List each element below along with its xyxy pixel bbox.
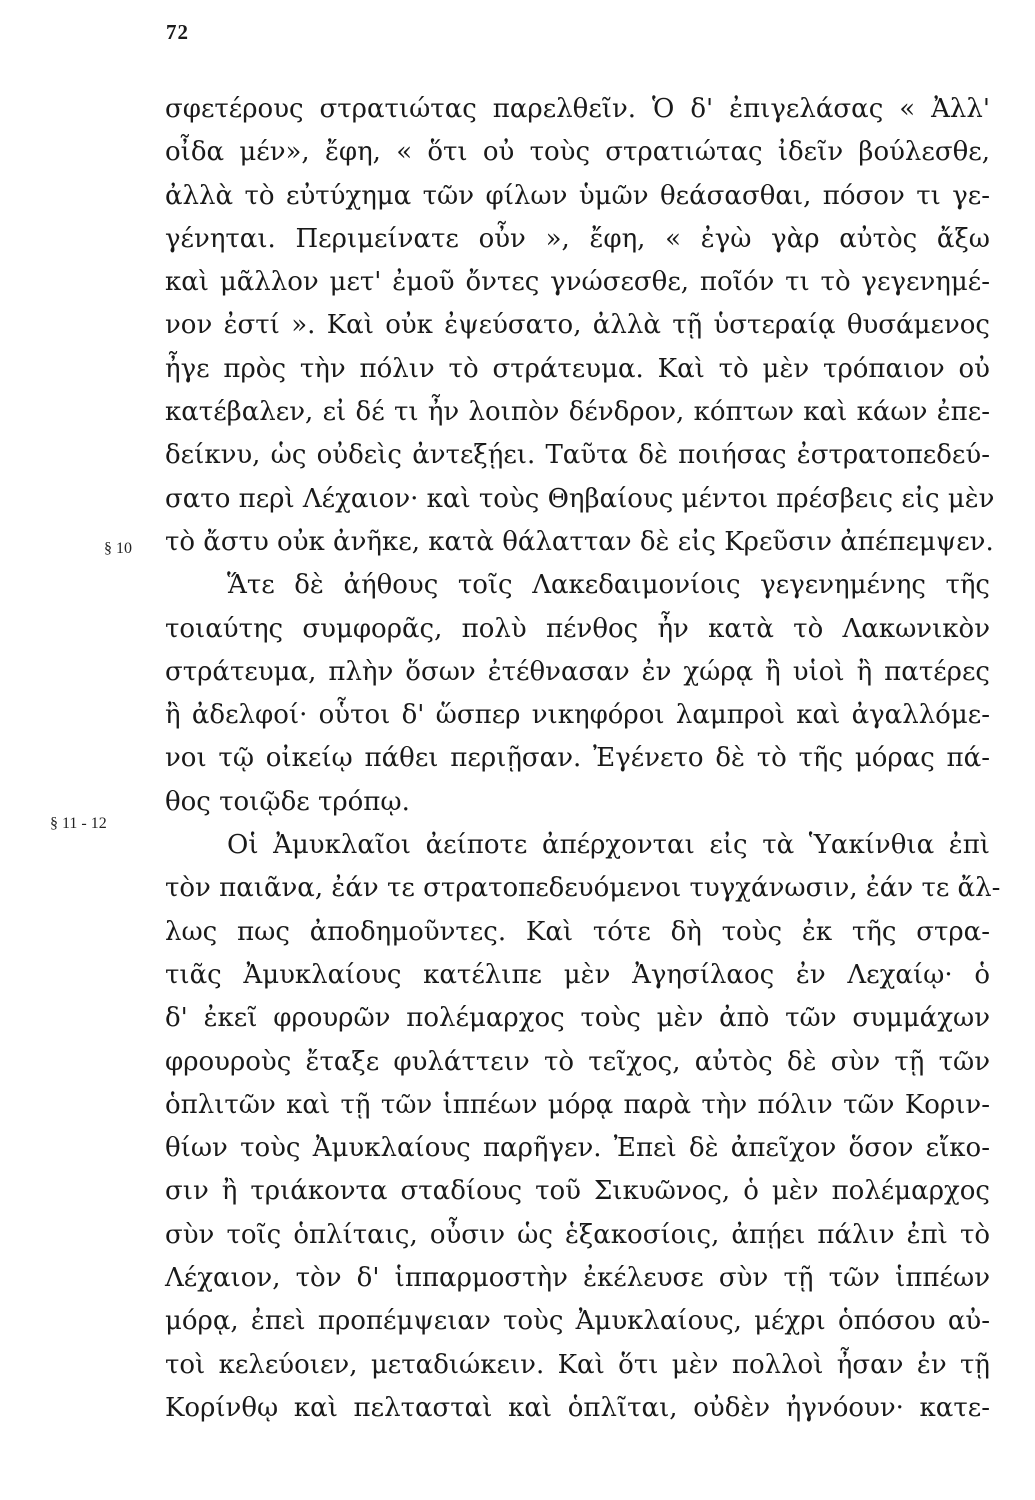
text-line: δείκνυ, ὡς οὐδεὶς ἀντεξῄει. Ταῦτα δὲ ποιήσας ἐστρατοπεδεύ- [165,440,990,471]
section-marker-11-12: § 11 - 12 [50,815,107,832]
page-number: 72 [166,20,189,44]
text-line: γένηται. Περιμείνατε οὖν », ἔφη, « ἐγὼ γὰρ αὐτὸς ἄξω [165,223,990,254]
text-line: οἶδα μέν», ἔφη, « ὅτι οὐ τοὺς στρατιώτας ἰδεῖν βούλεσθε, [165,137,990,168]
paragraph-2 [165,564,990,824]
text-line: σατο περὶ Λέχαιον· καὶ τοὺς Θηβαίους μέντοι πρέσβεις εἰς μὲν [165,483,995,514]
text-line: τοιαύτης συμφορᾶς, πολὺ πένθος ἦν κατὰ τὸ Λακωνικὸν [165,613,990,644]
text-line: νοι τῷ οἰκείῳ πάθει περιῇσαν. Ἐγένετο δὲ τὸ τῆς μόρας πά- [165,743,990,774]
text-line: θος τοιῷδε τρόπῳ. [165,786,410,817]
text-line: τιᾶς Ἀμυκλαίους κατέλιπε μὲν Ἀγησίλαος ἐν Λεχαίῳ· ὁ [165,959,990,990]
text-line: κατέβαλεν, εἰ δέ τι ἦν λοιπὸν δένδρον, κόπτων καὶ κάων ἐπε- [165,397,990,428]
paragraph-1 [165,88,995,564]
text-line: δ' ἐκεῖ φρουρῶν πολέμαρχος τοὺς μὲν ἀπὸ τῶν συμμάχων [165,1003,990,1034]
text-line: θίων τοὺς Ἀμυκλαίους παρῆγεν. Ἐπεὶ δὲ ἀπεῖχον ὅσον εἴκο- [165,1133,990,1164]
text-line: μόρᾳ, ἐπεὶ προπέμψειαν τοὺς Ἀμυκλαίους, μέχρι ὁπόσου αὐ- [165,1306,990,1337]
body-text [165,88,1001,1430]
text-line: ἀλλὰ τὸ εὐτύχημα τῶν φίλων ὑμῶν θεάσασθαι, πόσον τι γε- [165,180,990,211]
text-line: τοὶ κελεύοιεν, μεταδιώκειν. Καὶ ὅτι μὲν πολλοὶ ἦσαν ἐν τῇ [165,1349,990,1380]
text-line: ἢ ἀδελφοί· οὗτοι δ' ὥσπερ νικηφόροι λαμπροὶ καὶ ἀγαλλόμε- [165,700,990,731]
text-line: καὶ μᾶλλον μετ' ἐμοῦ ὄντες γνώσεσθε, ποῖόν τι τὸ γεγενημέ- [165,267,990,298]
text-line: νον ἐστί ». Καὶ οὐκ ἐψεύσατο, ἀλλὰ τῇ ὑστεραίᾳ θυσάμενος [165,310,990,341]
section-marker-10: § 10 [104,540,132,557]
text-line: Οἱ Ἀμυκλαῖοι ἀείποτε ἀπέρχονται εἰς τὰ Ὑακίνθια ἐπὶ [227,830,990,861]
text-line: ἦγε πρὸς τὴν πόλιν τὸ στράτευμα. Καὶ τὸ μὲν τρόπαιον οὐ [165,353,990,384]
text-line: Λέχαιον, τὸν δ' ἱππαρμοστὴν ἐκέλευσε σὺν τῇ τῶν ἱππέων [165,1263,990,1294]
text-line: φρουροὺς ἔταξε φυλάττειν τὸ τεῖχος, αὐτὸς δὲ σὺν τῇ τῶν [165,1046,990,1077]
text-line: σιν ἢ τριάκοντα σταδίους τοῦ Σικυῶνος, ὁ μὲν πολέμαρχος [165,1176,990,1207]
text-line: Κορίνθῳ καὶ πελτασταὶ καὶ ὁπλῖται, οὐδὲν ἠγνόουν· κατε- [165,1392,990,1423]
paragraph-3 [165,824,1001,1430]
text-line: τὸ ἄστυ οὐκ ἀνῆκε, κατὰ θάλατταν δὲ εἰς Κρεῦσιν ἀπέπεμψεν. [165,526,994,557]
text-line: λως πως ἀποδημοῦντες. Καὶ τότε δὴ τοὺς ἐκ τῆς στρα- [165,916,990,947]
text-line: ὁπλιτῶν καὶ τῇ τῶν ἱππέων μόρᾳ παρὰ τὴν πόλιν τῶν Κοριν- [165,1089,990,1120]
text-line: τὸν παιᾶνα, ἐάν τε στρατοπεδευόμενοι τυγχάνωσιν, ἐάν τε ἄλ- [165,873,1001,904]
text-line: στράτευμα, πλὴν ὅσων ἐτέθνασαν ἐν χώρᾳ ἢ υἱοὶ ἢ πατέρες [165,656,990,687]
text-line: Ἅτε δὲ ἀήθους τοῖς Λακεδαιμονίοις γεγενημένης τῆς [227,570,990,601]
text-line: σφετέρους στρατιώτας παρελθεῖν. Ὁ δ' ἐπιγελάσας « Ἀλλ' [165,94,990,124]
text-line: σὺν τοῖς ὁπλίταις, οὖσιν ὡς ἑξακοσίοις, ἀπῄει πάλιν ἐπὶ τὸ [165,1219,990,1250]
